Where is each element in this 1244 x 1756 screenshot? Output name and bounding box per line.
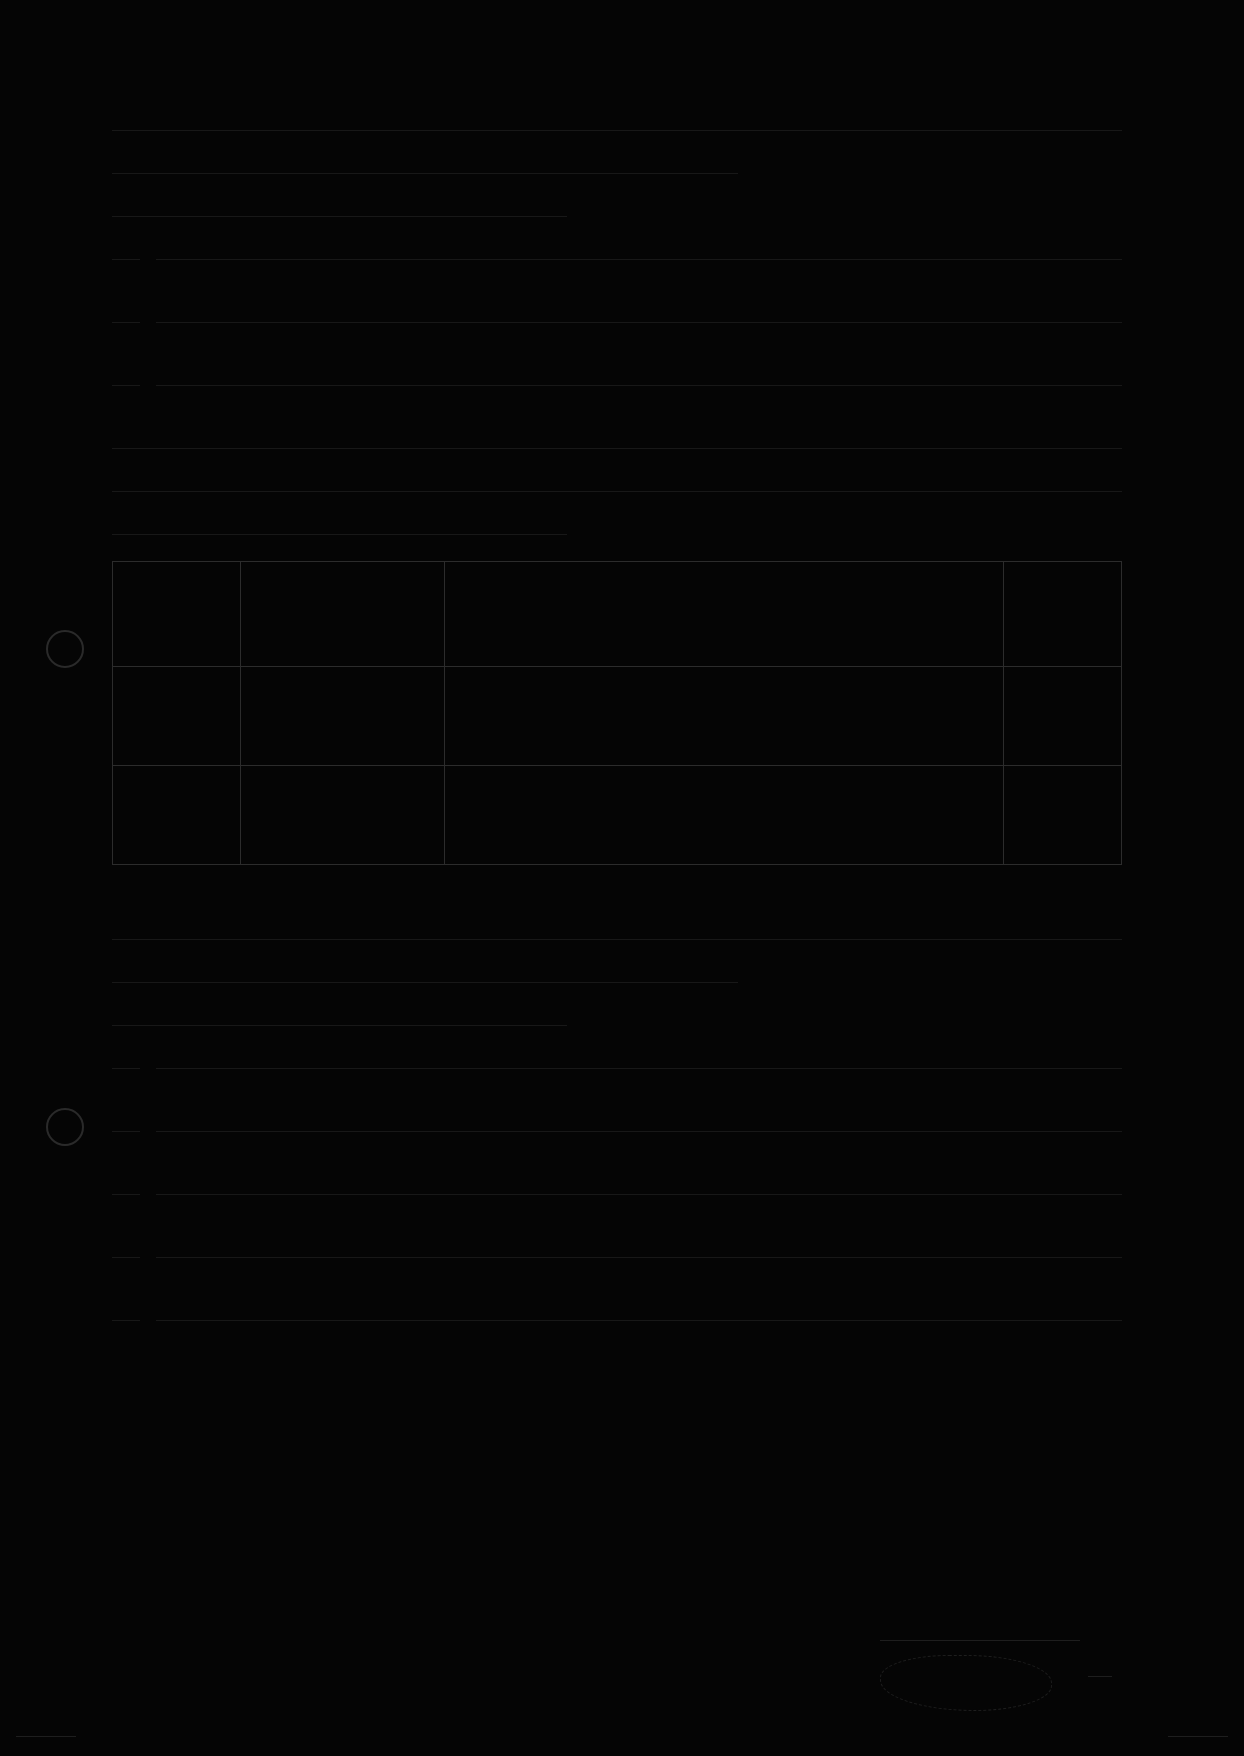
stamp-and-signature	[880, 1606, 1110, 1726]
page-number	[1088, 1652, 1112, 1677]
table-cell	[240, 766, 444, 865]
list-marker	[112, 302, 140, 323]
list-item	[112, 1237, 1122, 1280]
table-row	[113, 766, 1122, 865]
table-header-cell	[113, 562, 241, 667]
table-header-cell	[444, 562, 1003, 667]
list-item	[112, 1048, 1122, 1091]
table-header-cell	[240, 562, 444, 667]
punch-hole-upper	[46, 630, 84, 668]
table-header-cell	[1004, 562, 1122, 667]
handwritten-mark-left	[16, 1700, 76, 1737]
table-cell	[444, 667, 1003, 766]
table-row	[113, 667, 1122, 766]
list-item	[112, 239, 1122, 282]
paragraph-line	[112, 1005, 567, 1026]
list-item	[112, 1111, 1122, 1154]
list-item-text	[156, 1111, 1122, 1132]
paragraph-line	[112, 471, 1122, 492]
table-cell	[113, 667, 241, 766]
list-item-text	[156, 365, 1122, 386]
arrow-bullet-icon	[112, 1174, 140, 1195]
list-marker	[112, 365, 140, 386]
list-item-text	[156, 239, 1122, 260]
handwritten-mark-right	[1168, 1700, 1228, 1737]
intro-line	[112, 153, 738, 174]
table-cell	[1004, 667, 1122, 766]
punch-hole-lower	[46, 1108, 84, 1146]
handwritten-signature	[880, 1655, 1052, 1711]
table-cell	[444, 766, 1003, 865]
table-header-row	[113, 562, 1122, 667]
list-item-text	[156, 1300, 1122, 1321]
list-item-text	[156, 1174, 1122, 1195]
paragraph-line	[112, 514, 567, 535]
paragraph-line	[112, 919, 1122, 940]
table-cell	[240, 667, 444, 766]
intro-line	[112, 110, 1122, 131]
list-marker	[112, 239, 140, 260]
table-cell	[113, 766, 241, 865]
list-item	[112, 1300, 1122, 1343]
list-item	[112, 1174, 1122, 1217]
paragraph-line	[112, 428, 1122, 449]
list-marker	[112, 1048, 140, 1069]
arrow-bullet-icon	[112, 1237, 140, 1258]
list-item	[112, 302, 1122, 345]
list-item	[112, 365, 1122, 408]
arrow-bullet-icon	[112, 1111, 140, 1132]
intro-line	[112, 196, 567, 217]
document-table	[112, 561, 1122, 865]
list-item-text	[156, 1048, 1122, 1069]
document-body	[112, 110, 1122, 1363]
list-marker	[112, 1300, 140, 1321]
second-list	[112, 1048, 1122, 1343]
official-stamp	[880, 1606, 1080, 1641]
first-list	[112, 239, 1122, 408]
list-item-text	[156, 302, 1122, 323]
table-cell	[1004, 766, 1122, 865]
list-item-text	[156, 1237, 1122, 1258]
paragraph-line	[112, 962, 738, 983]
